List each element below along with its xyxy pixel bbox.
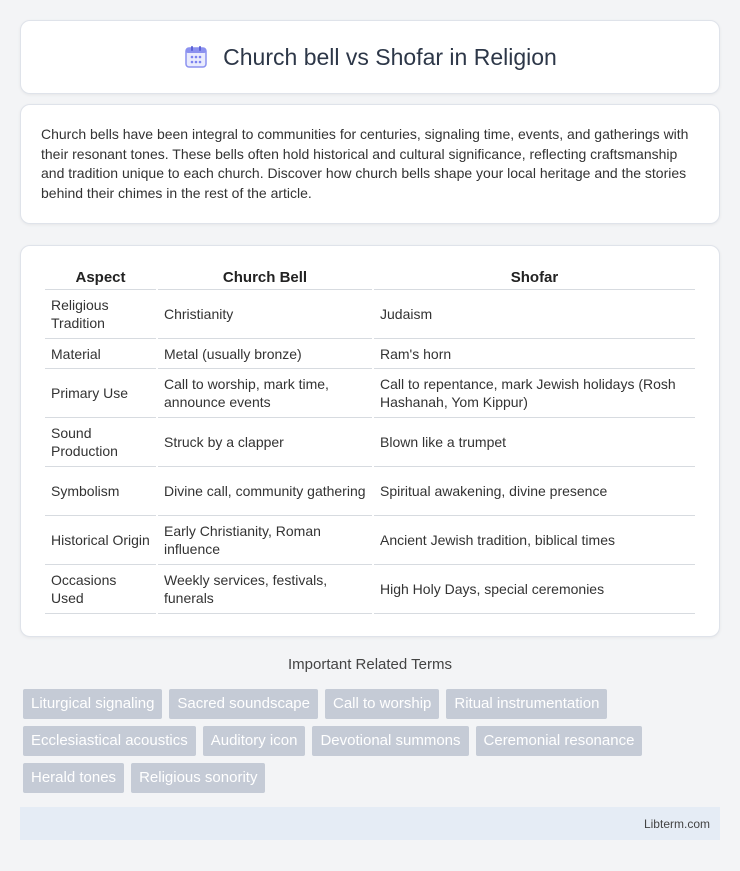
table-cell-church-bell: Early Christianity, Roman influence — [158, 516, 372, 565]
related-terms-list — [23, 689, 723, 793]
footer-site-link[interactable]: Libterm.com — [643, 817, 710, 831]
table-cell-aspect: Primary Use — [45, 369, 156, 418]
table-cell-shofar: Call to repentance, mark Jewish holidays (Rosh Hashanah, Yom Kippur) — [374, 369, 695, 418]
table-cell-aspect: Historical Origin — [45, 516, 156, 565]
page-title: Church bell vs Shofar in Religion — [223, 43, 557, 70]
title-card — [20, 20, 720, 94]
table-cell-aspect: Religious Tradition — [45, 290, 156, 339]
term-tag[interactable]: Ecclesiastical acoustics — [23, 726, 196, 756]
table-row — [45, 467, 695, 516]
table-row — [45, 369, 695, 418]
table-cell-aspect: Material — [45, 339, 156, 369]
table-row — [45, 418, 695, 467]
intro-card — [20, 104, 720, 224]
table-cell-church-bell: Struck by a clapper — [158, 418, 372, 467]
table-cell-shofar: Ram's horn — [374, 339, 695, 369]
table-cell-church-bell: Call to worship, mark time, announce events — [158, 369, 372, 418]
header-shofar: Shofar — [374, 266, 695, 290]
table-header-row — [45, 266, 695, 290]
table-cell-church-bell: Weekly services, festivals, funerals — [158, 565, 372, 614]
term-tag[interactable]: Herald tones — [23, 763, 124, 793]
header-aspect: Aspect — [45, 266, 156, 290]
table-cell-church-bell: Metal (usually bronze) — [158, 339, 372, 369]
table-row — [45, 516, 695, 565]
table-row — [45, 339, 695, 369]
term-tag[interactable]: Ritual instrumentation — [446, 689, 607, 719]
term-tag[interactable]: Sacred soundscape — [169, 689, 318, 719]
term-tag[interactable]: Religious sonority — [131, 763, 265, 793]
table-cell-shofar: Spiritual awakening, divine presence — [374, 467, 695, 516]
term-tag[interactable]: Devotional summons — [312, 726, 468, 756]
term-tag[interactable]: Call to worship — [325, 689, 439, 719]
table-cell-shofar: Ancient Jewish tradition, biblical times — [374, 516, 695, 565]
table-cell-aspect: Symbolism — [45, 467, 156, 516]
table-cell-shofar: Blown like a trumpet — [374, 418, 695, 467]
table-row — [45, 290, 695, 339]
table-cell-shofar: Judaism — [374, 290, 695, 339]
header-church-bell: Church Bell — [158, 266, 372, 290]
table-cell-aspect: Occasions Used — [45, 565, 156, 614]
term-tag[interactable]: Liturgical signaling — [23, 689, 162, 719]
related-terms-title: Important Related Terms — [288, 656, 452, 673]
comparison-table-card — [20, 245, 720, 637]
table-cell-aspect: Sound Production — [45, 418, 156, 467]
table-cell-church-bell: Divine call, community gathering — [158, 467, 372, 516]
intro-text: Church bells have been integral to communities for centuries, signaling time, events, and gatherings with their resonant tones. These bells often hold historical and cultural significance, reflecting craftsmanship and tradition unique to each church. Discover how church bells shape your local heritage and the stories behind their chimes in the rest of the article. — [41, 126, 689, 201]
table-cell-shofar: High Holy Days, special ceremonies — [374, 565, 695, 614]
table-cell-church-bell: Christianity — [158, 290, 372, 339]
term-tag[interactable]: Auditory icon — [203, 726, 306, 756]
calendar-icon — [183, 44, 209, 70]
table-row — [45, 565, 695, 614]
comparison-table — [43, 266, 697, 614]
term-tag[interactable]: Ceremonial resonance — [476, 726, 643, 756]
footer — [20, 807, 720, 840]
